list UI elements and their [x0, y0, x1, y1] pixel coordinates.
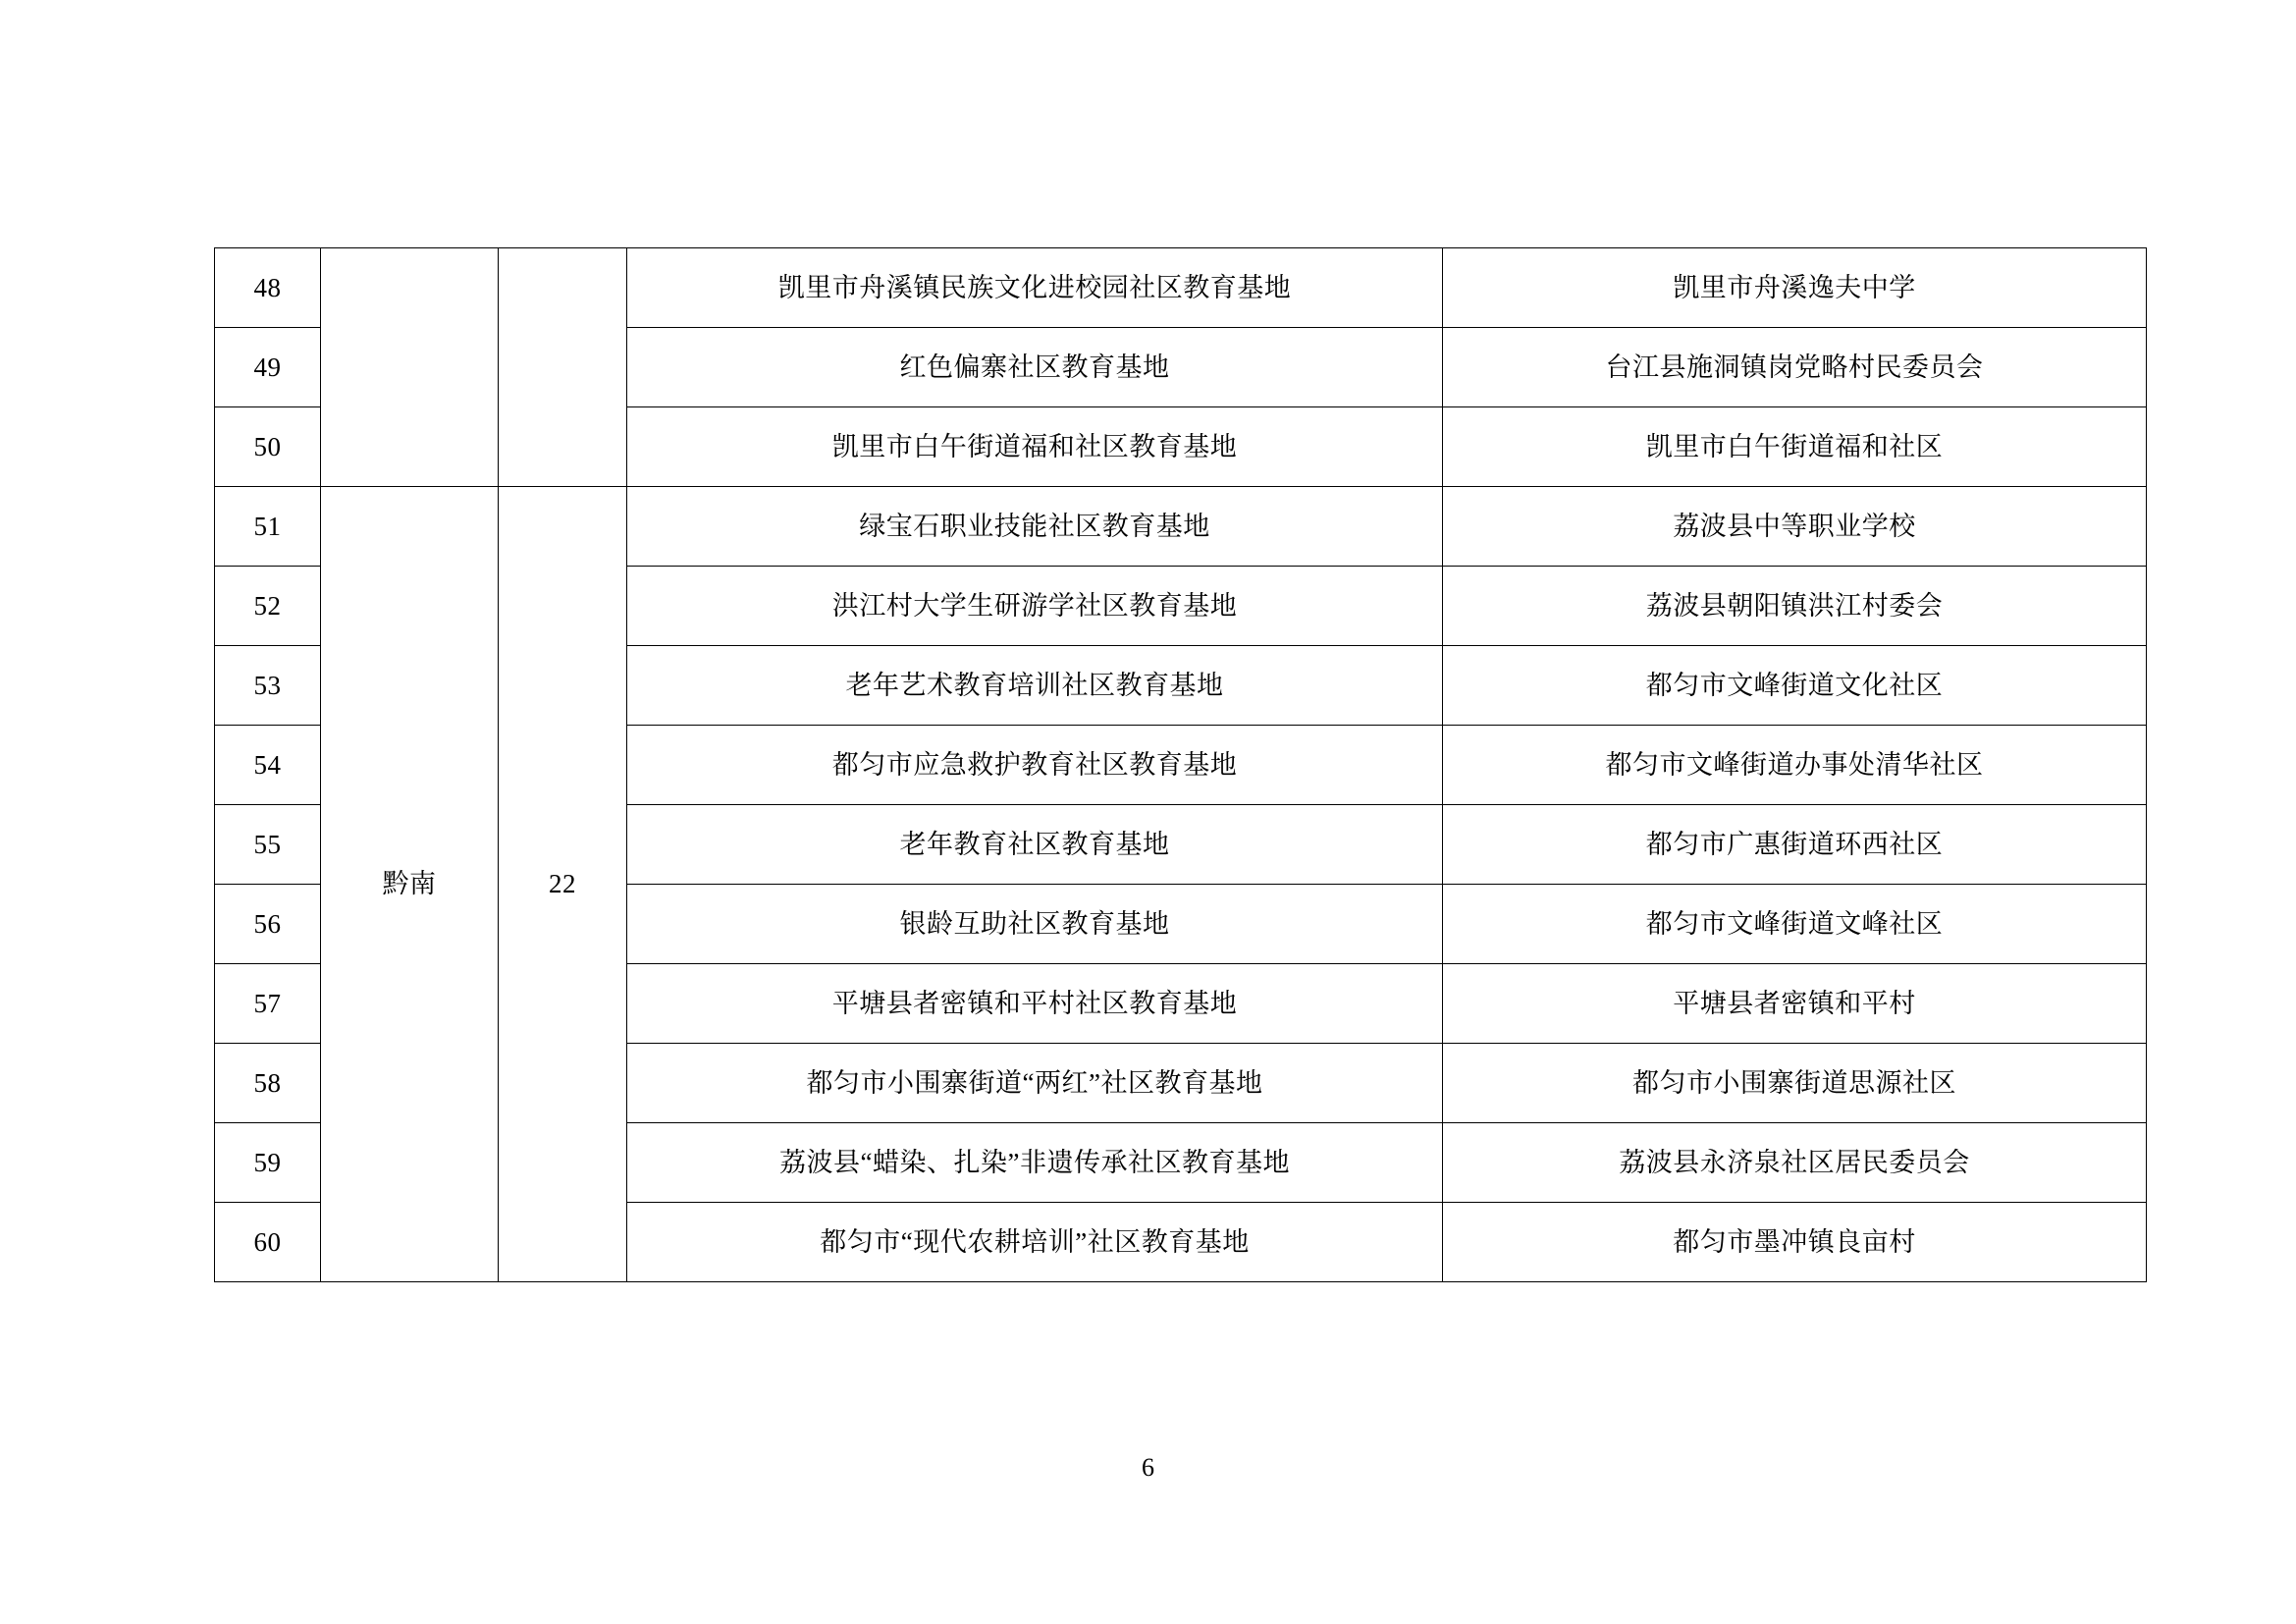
base-name: 凯里市白午街道福和社区教育基地: [627, 407, 1443, 487]
row-number: 53: [215, 646, 321, 726]
host-unit: 荔波县朝阳镇洪江村委会: [1443, 567, 2147, 646]
region-cell-empty: [321, 248, 499, 487]
row-number: 51: [215, 487, 321, 567]
community-education-bases-table: [214, 247, 2082, 1282]
row-number: 56: [215, 885, 321, 964]
host-unit: 都匀市墨冲镇良亩村: [1443, 1203, 2147, 1282]
base-name: 红色偏寨社区教育基地: [627, 328, 1443, 407]
count-cell: 22: [499, 487, 627, 1282]
row-number: 59: [215, 1123, 321, 1203]
table-row: [215, 487, 2147, 567]
base-name: 绿宝石职业技能社区教育基地: [627, 487, 1443, 567]
host-unit: 荔波县永济泉社区居民委员会: [1443, 1123, 2147, 1203]
base-name: 荔波县“蜡染、扎染”非遗传承社区教育基地: [627, 1123, 1443, 1203]
host-unit: 荔波县中等职业学校: [1443, 487, 2147, 567]
base-name: 都匀市小围寨街道“两红”社区教育基地: [627, 1044, 1443, 1123]
base-name: 凯里市舟溪镇民族文化进校园社区教育基地: [627, 248, 1443, 328]
row-number: 50: [215, 407, 321, 487]
base-name: 都匀市应急救护教育社区教育基地: [627, 726, 1443, 805]
page-number: 6: [1142, 1453, 1154, 1482]
row-number: 55: [215, 805, 321, 885]
host-unit: 都匀市文峰街道办事处清华社区: [1443, 726, 2147, 805]
host-unit: 台江县施洞镇岗党略村民委员会: [1443, 328, 2147, 407]
region-cell: 黔南: [321, 487, 499, 1282]
host-unit: 平塘县者密镇和平村: [1443, 964, 2147, 1044]
row-number: 57: [215, 964, 321, 1044]
base-name: 银龄互助社区教育基地: [627, 885, 1443, 964]
count-cell-empty: [499, 248, 627, 487]
host-unit: 凯里市舟溪逸夫中学: [1443, 248, 2147, 328]
row-number: 49: [215, 328, 321, 407]
row-number: 54: [215, 726, 321, 805]
host-unit: 都匀市小围寨街道思源社区: [1443, 1044, 2147, 1123]
row-number: 58: [215, 1044, 321, 1123]
base-name: 老年艺术教育培训社区教育基地: [627, 646, 1443, 726]
table-row: [215, 248, 2147, 328]
host-unit: 都匀市文峰街道文化社区: [1443, 646, 2147, 726]
host-unit: 都匀市广惠街道环西社区: [1443, 805, 2147, 885]
row-number: 48: [215, 248, 321, 328]
base-name: 都匀市“现代农耕培训”社区教育基地: [627, 1203, 1443, 1282]
base-name: 平塘县者密镇和平村社区教育基地: [627, 964, 1443, 1044]
host-unit: 都匀市文峰街道文峰社区: [1443, 885, 2147, 964]
base-name: 洪江村大学生研游学社区教育基地: [627, 567, 1443, 646]
row-number: 60: [215, 1203, 321, 1282]
row-number: 52: [215, 567, 321, 646]
base-name: 老年教育社区教育基地: [627, 805, 1443, 885]
host-unit: 凯里市白午街道福和社区: [1443, 407, 2147, 487]
